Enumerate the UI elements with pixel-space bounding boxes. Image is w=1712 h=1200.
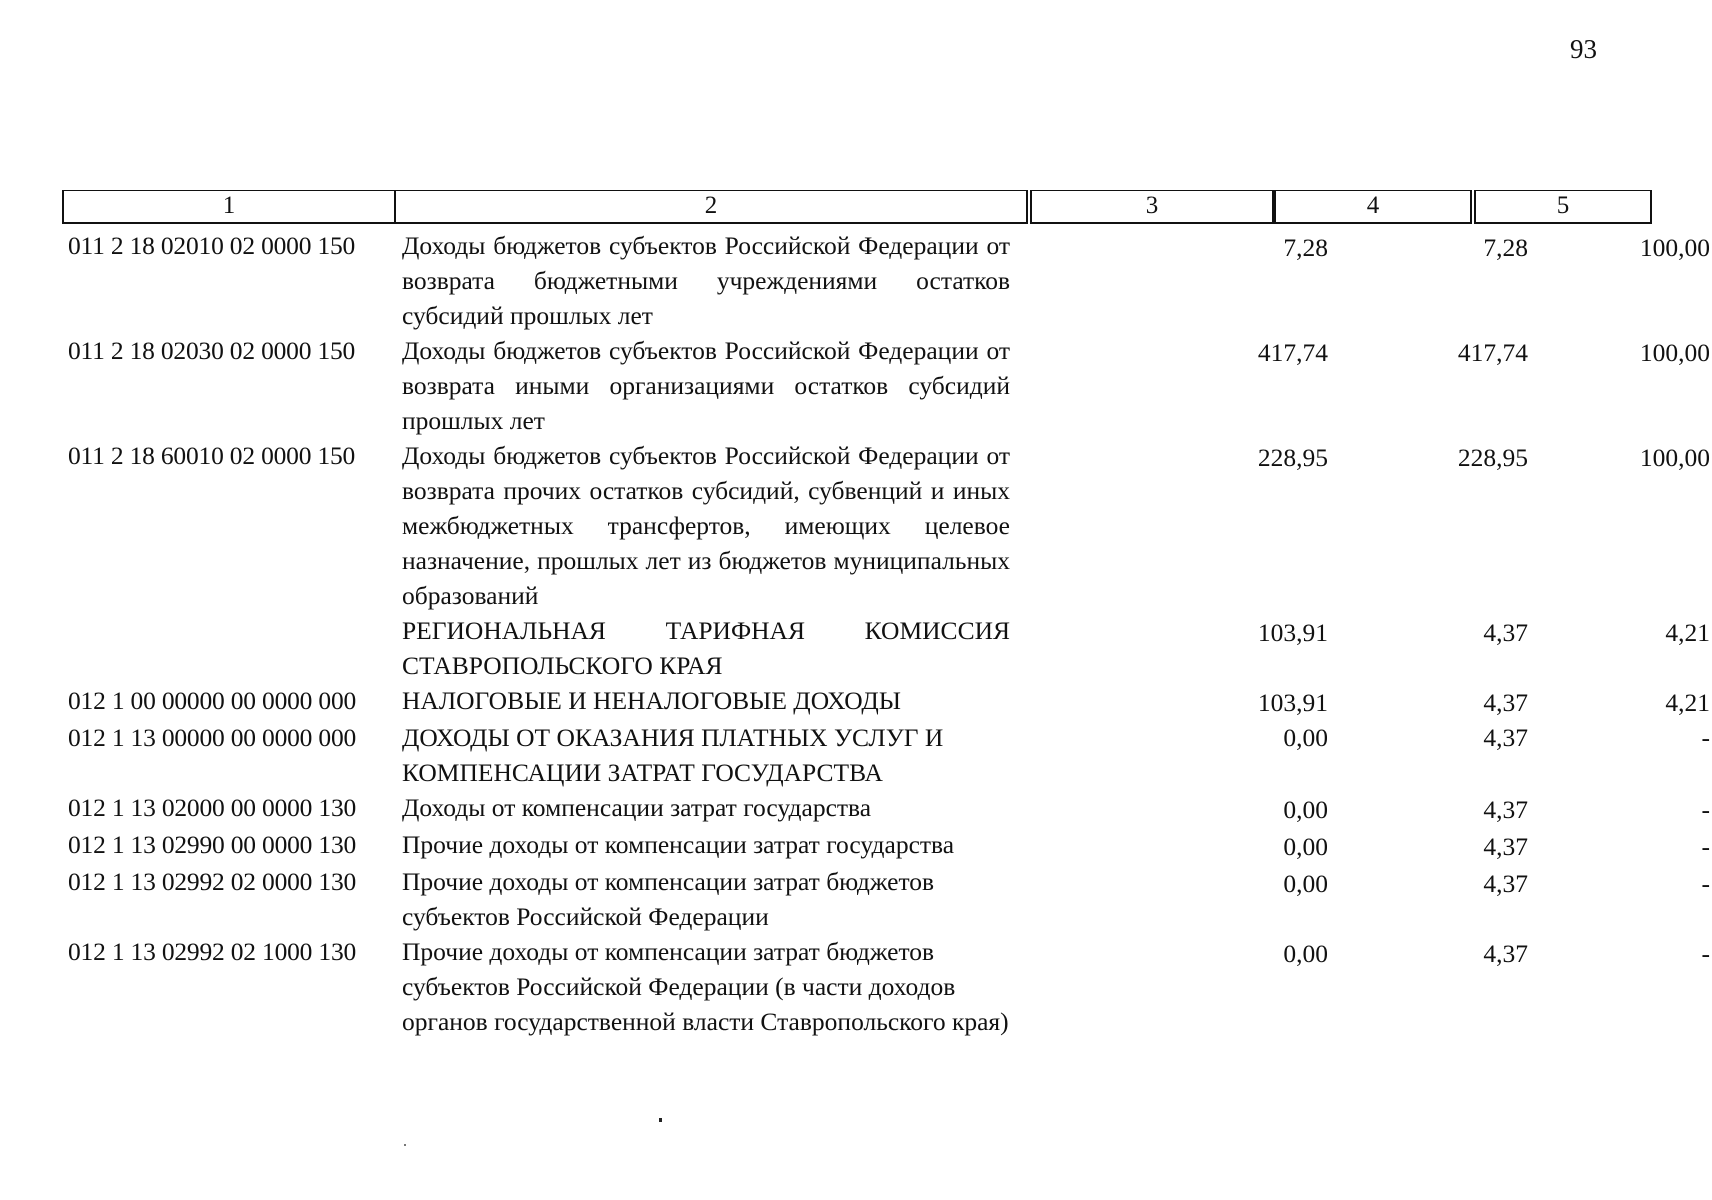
row-value-col4: 417,74 xyxy=(1457,338,1528,367)
row-value-col4: 4,37 xyxy=(1483,795,1528,824)
row-value-col3: 7,28 xyxy=(1283,233,1328,262)
row-value-col3: 417,74 xyxy=(1257,338,1328,367)
row-code: 012 1 13 02990 00 0000 130 xyxy=(68,830,357,859)
row-code: 012 1 13 02992 02 1000 130 xyxy=(68,937,357,966)
column-header-2: 2 xyxy=(394,190,1028,224)
row-code: 011 2 18 02010 02 0000 150 xyxy=(68,231,356,260)
row-name: НАЛОГОВЫЕ И НЕНАЛОГОВЫЕ ДОХОДЫ xyxy=(402,686,902,715)
row-value-col3: 0,00 xyxy=(1283,723,1328,752)
row-name: Доходы бюджетов субъектов Российской Федерации от возврата иными организациями остатков субсидий прошлых лет xyxy=(402,336,1010,435)
row-name: Прочие доходы от компенсации затрат государства xyxy=(402,830,955,859)
column-header-3: 3 xyxy=(1030,190,1274,224)
table-row xyxy=(62,683,1710,720)
row-name: Прочие доходы от компенсации затрат бюджетов субъектов Российской Федерации (в части доходов органов государственной власти Ставропольского края) xyxy=(402,937,1009,1036)
row-value-col4: 4,37 xyxy=(1483,688,1528,717)
row-name: Доходы от компенсации затрат государства xyxy=(402,793,872,822)
page-number: 93 xyxy=(1570,34,1597,64)
table-row xyxy=(62,438,1710,613)
row-name: Доходы бюджетов субъектов Российской Федерации от возврата бюджетными учреждениями остатков субсидий прошлых лет xyxy=(402,231,1010,330)
table-row xyxy=(62,228,1710,333)
row-value-col3: 103,91 xyxy=(1257,688,1328,717)
row-value-col5: - xyxy=(1701,723,1710,752)
row-value-col3: 0,00 xyxy=(1283,832,1328,861)
row-value-col4: 4,37 xyxy=(1483,723,1528,752)
column-header-4: 4 xyxy=(1274,190,1472,224)
row-code: 012 1 13 02000 00 0000 130 xyxy=(68,793,357,822)
row-value-col5: 100,00 xyxy=(1639,443,1710,472)
row-name: Прочие доходы от компенсации затрат бюджетов субъектов Российской Федерации xyxy=(402,867,935,931)
row-value-col5: - xyxy=(1701,939,1710,968)
row-code xyxy=(62,613,398,683)
table-row xyxy=(62,864,1710,934)
row-value-col5: - xyxy=(1701,869,1710,898)
row-code: 012 1 13 00000 00 0000 000 xyxy=(68,723,357,752)
table-row xyxy=(62,790,1710,827)
row-value-col5: 4,21 xyxy=(1665,618,1710,647)
scan-speck xyxy=(659,1118,662,1122)
row-name: Доходы бюджетов субъектов Российской Федерации от возврата прочих остатков субсидий, субвенций и иных межбюджетных трансфертов, имеющих целевое назначение, прошлых лет из бюджетов муниципальных образований xyxy=(402,441,1010,610)
row-name: РЕГИОНАЛЬНАЯ ТАРИФНАЯ КОМИССИЯ СТАВРОПОЛЬСКОГО КРАЯ xyxy=(402,616,1010,680)
row-value-col4: 4,37 xyxy=(1483,939,1528,968)
row-name: ДОХОДЫ ОТ ОКАЗАНИЯ ПЛАТНЫХ УСЛУГ И КОМПЕНСАЦИИ ЗАТРАТ ГОСУДАРСТВА xyxy=(402,723,944,787)
row-value-col3: 0,00 xyxy=(1283,939,1328,968)
row-value-col4: 4,37 xyxy=(1483,618,1528,647)
row-value-col4: 4,37 xyxy=(1483,832,1528,861)
row-value-col5: 4,21 xyxy=(1665,688,1710,717)
row-value-col4: 4,37 xyxy=(1483,869,1528,898)
column-header-5: 5 xyxy=(1474,190,1652,224)
table-body xyxy=(62,228,1710,1039)
row-value-col5: - xyxy=(1701,795,1710,824)
scan-speck xyxy=(404,1144,406,1146)
row-value-col3: 228,95 xyxy=(1257,443,1328,472)
row-value-col5: 100,00 xyxy=(1639,338,1710,367)
row-code: 012 1 13 02992 02 0000 130 xyxy=(68,867,357,896)
table-row xyxy=(62,934,1710,1039)
row-code: 011 2 18 02030 02 0000 150 xyxy=(68,336,356,365)
table-row xyxy=(62,827,1710,864)
row-value-col5: 100,00 xyxy=(1639,233,1710,262)
row-value-col5: - xyxy=(1701,832,1710,861)
table-row xyxy=(62,720,1710,790)
row-value-col3: 0,00 xyxy=(1283,795,1328,824)
row-value-col3: 103,91 xyxy=(1257,618,1328,647)
table-row xyxy=(62,333,1710,438)
row-value-col3: 0,00 xyxy=(1283,869,1328,898)
row-code: 011 2 18 60010 02 0000 150 xyxy=(68,441,356,470)
row-code: 012 1 00 00000 00 0000 000 xyxy=(68,686,357,715)
row-value-col4: 228,95 xyxy=(1457,443,1528,472)
table-row xyxy=(62,613,1710,683)
row-value-col4: 7,28 xyxy=(1483,233,1528,262)
column-header-1: 1 xyxy=(62,190,396,224)
